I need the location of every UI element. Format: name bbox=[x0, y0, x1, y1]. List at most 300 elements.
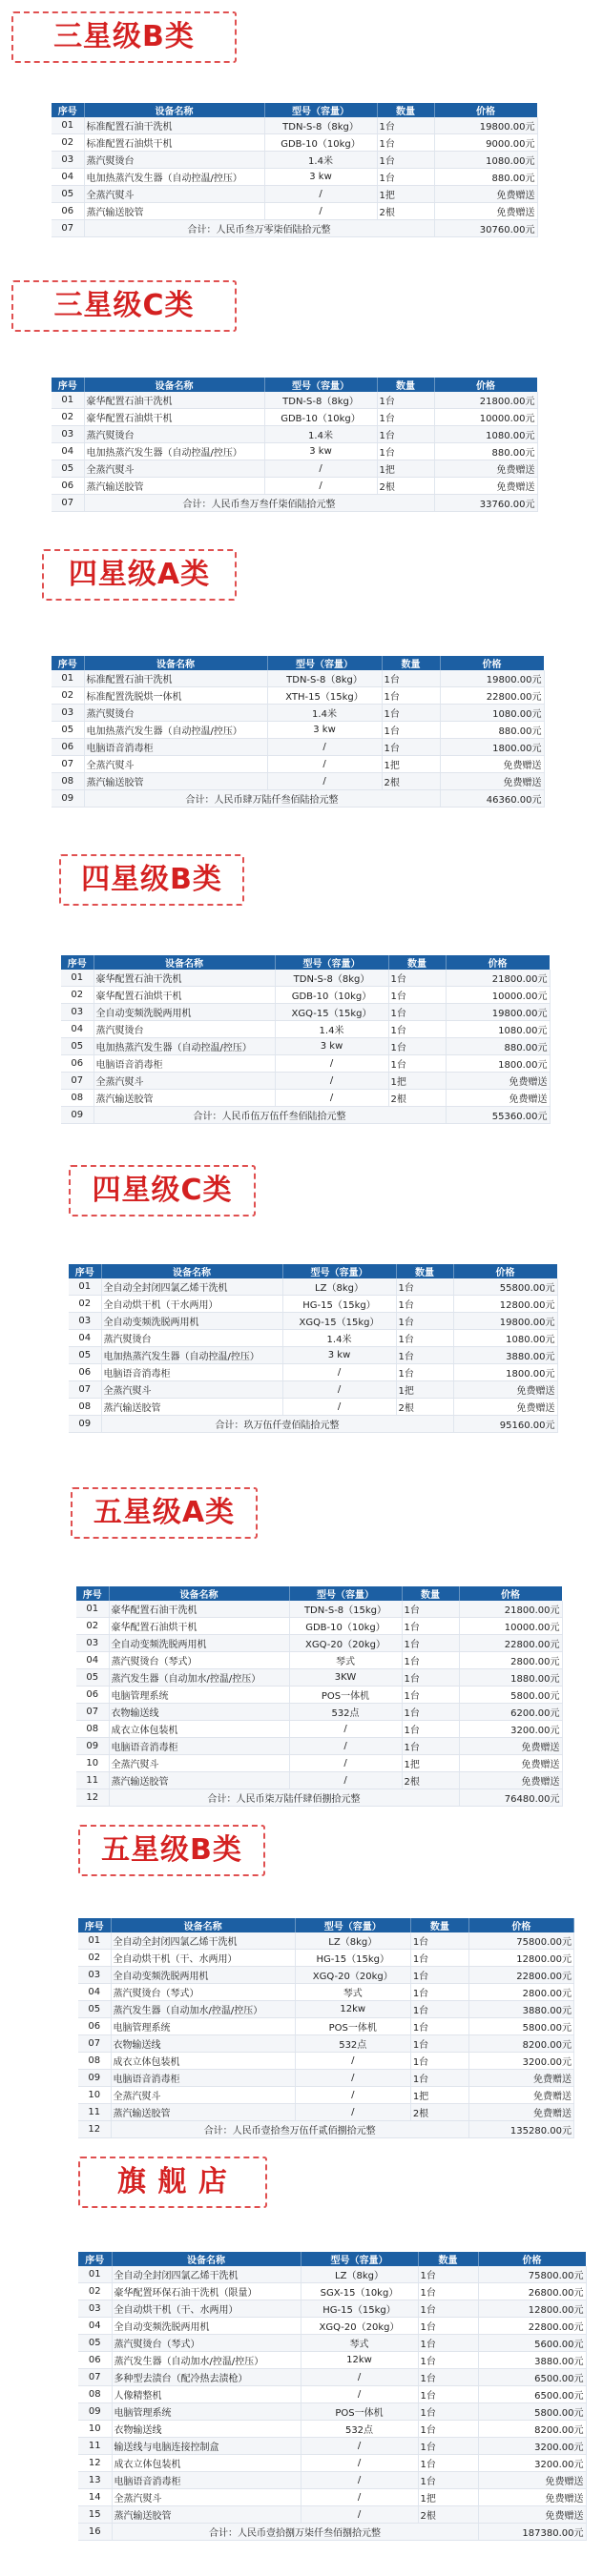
row-number: 08 bbox=[76, 1721, 109, 1738]
equipment-name: 蒸汽熨烫台 bbox=[84, 426, 264, 443]
model-capacity: SGX-15（10kg） bbox=[301, 2283, 418, 2300]
total-row bbox=[61, 1107, 550, 1124]
price: 2800.00元 bbox=[459, 1652, 562, 1669]
table-row bbox=[52, 756, 544, 773]
model-capacity: 琴式 bbox=[289, 1652, 402, 1669]
price: 9000.00元 bbox=[434, 134, 537, 152]
model-capacity: POS一体机 bbox=[295, 2018, 410, 2035]
equipment-name: 全自动烘干机（干水两用） bbox=[101, 1296, 282, 1313]
total-row bbox=[52, 790, 544, 808]
table-row bbox=[78, 1984, 574, 2001]
row-number: 09 bbox=[61, 1107, 94, 1124]
equipment-name: 全蒸汽熨斗 bbox=[111, 2087, 295, 2104]
column-header: 价格 bbox=[453, 1264, 557, 1278]
equipment-name: 标准配置石油烘干机 bbox=[84, 134, 264, 152]
quantity: 1台 bbox=[410, 2070, 468, 2087]
equipment-name: 蒸汽发生器（自动加水/控温/控压） bbox=[109, 1669, 289, 1687]
price: 免费赠送 bbox=[453, 1381, 557, 1399]
equipment-name: 豪华配置环保石油干洗机（限量） bbox=[112, 2283, 301, 2300]
column-header: 数量 bbox=[377, 378, 434, 392]
table-row bbox=[52, 203, 537, 220]
row-number: 06 bbox=[69, 1364, 101, 1381]
quantity: 1台 bbox=[382, 722, 440, 739]
row-number: 03 bbox=[52, 705, 84, 722]
row-number: 16 bbox=[78, 2524, 112, 2541]
table-row bbox=[52, 409, 537, 426]
column-header: 序号 bbox=[61, 955, 94, 970]
row-number: 01 bbox=[61, 970, 94, 987]
quantity: 1台 bbox=[388, 987, 446, 1004]
price-table bbox=[52, 656, 545, 808]
column-header: 设备名称 bbox=[112, 2252, 301, 2266]
column-header: 序号 bbox=[52, 656, 84, 670]
equipment-name: 电脑语音消毒柜 bbox=[111, 2070, 295, 2087]
table-row bbox=[69, 1399, 557, 1416]
model-capacity: / bbox=[301, 2438, 418, 2455]
price: 75800.00元 bbox=[468, 1932, 573, 1950]
equipment-name: 蒸汽熨烫台（琴式） bbox=[111, 1984, 295, 2001]
column-header: 设备名称 bbox=[111, 1918, 295, 1932]
model-capacity: 3KW bbox=[289, 1669, 402, 1687]
row-number: 06 bbox=[52, 739, 84, 756]
quantity: 1台 bbox=[396, 1313, 453, 1330]
table-row bbox=[78, 2386, 586, 2403]
quantity: 1台 bbox=[402, 1738, 459, 1755]
table-header-row bbox=[76, 1586, 562, 1601]
model-capacity: 琴式 bbox=[295, 1984, 410, 2001]
row-number: 04 bbox=[69, 1330, 101, 1347]
price: 3200.00元 bbox=[478, 2438, 586, 2455]
price: 19800.00元 bbox=[434, 117, 537, 134]
equipment-name: 电加热蒸汽发生器（自动控温/控压） bbox=[101, 1347, 282, 1364]
row-number: 10 bbox=[78, 2087, 111, 2104]
section-title-banner: 五星级A类 bbox=[71, 1487, 258, 1539]
table-row bbox=[78, 1950, 574, 1967]
row-number: 10 bbox=[78, 2421, 112, 2438]
model-capacity: / bbox=[301, 2506, 418, 2524]
total-label: 合计：人民币柒万陆仟肆佰捌拾元整 bbox=[109, 1789, 459, 1807]
total-label: 合计：人民币叁万零柒佰陆拾元整 bbox=[84, 220, 434, 237]
price: 3880.00元 bbox=[453, 1347, 557, 1364]
table-row bbox=[61, 1055, 550, 1073]
price-table bbox=[61, 955, 551, 1124]
quantity: 1台 bbox=[410, 1984, 468, 2001]
row-number: 02 bbox=[78, 1950, 111, 1967]
column-header: 价格 bbox=[446, 955, 550, 970]
price: 免费赠送 bbox=[440, 773, 544, 790]
row-number: 07 bbox=[61, 1073, 94, 1090]
equipment-name: 电脑管理系统 bbox=[112, 2403, 301, 2421]
equipment-name: 成衣立体包装机 bbox=[111, 2053, 295, 2070]
equipment-name: 人像精整机 bbox=[112, 2386, 301, 2403]
quantity: 1台 bbox=[377, 409, 434, 426]
table-row bbox=[78, 2489, 586, 2506]
section-title-banner: 四星级A类 bbox=[42, 549, 237, 601]
price: 12800.00元 bbox=[478, 2300, 586, 2318]
row-number: 06 bbox=[76, 1687, 109, 1704]
price: 10000.00元 bbox=[446, 987, 550, 1004]
model-capacity: 3 kw bbox=[267, 722, 382, 739]
column-header: 价格 bbox=[478, 2252, 586, 2266]
price: 1080.00元 bbox=[440, 705, 544, 722]
equipment-name: 全自动变频洗脱两用机 bbox=[111, 1967, 295, 1984]
table-row bbox=[78, 2266, 586, 2283]
row-number: 05 bbox=[76, 1669, 109, 1687]
column-header: 价格 bbox=[468, 1918, 573, 1932]
row-number: 04 bbox=[78, 1984, 111, 2001]
equipment-name: 蒸汽输送胶管 bbox=[112, 2506, 301, 2524]
table-header-row bbox=[52, 378, 537, 392]
row-number: 03 bbox=[52, 152, 84, 169]
column-header: 数量 bbox=[382, 656, 440, 670]
equipment-name: 全蒸汽熨斗 bbox=[112, 2489, 301, 2506]
quantity: 1把 bbox=[377, 460, 434, 478]
quantity: 2根 bbox=[382, 773, 440, 790]
model-capacity: TDN-S-8（8kg） bbox=[275, 970, 388, 987]
equipment-name: 电加热蒸汽发生器（自动控温/控压） bbox=[84, 443, 264, 460]
quantity: 1台 bbox=[388, 1055, 446, 1073]
price: 19800.00元 bbox=[446, 1004, 550, 1021]
price: 免费赠送 bbox=[459, 1772, 562, 1789]
price: 26800.00元 bbox=[478, 2283, 586, 2300]
row-number: 09 bbox=[78, 2403, 112, 2421]
table-row bbox=[61, 987, 550, 1004]
model-capacity: 532点 bbox=[295, 2035, 410, 2053]
table-row bbox=[78, 2104, 574, 2121]
row-number: 05 bbox=[52, 460, 84, 478]
model-capacity: TDN-S-8（8kg） bbox=[264, 392, 377, 409]
table-row bbox=[52, 443, 537, 460]
column-header: 设备名称 bbox=[84, 103, 264, 117]
price: 22800.00元 bbox=[440, 687, 544, 705]
column-header: 数量 bbox=[388, 955, 446, 970]
row-number: 12 bbox=[78, 2455, 112, 2472]
table-row bbox=[76, 1635, 562, 1652]
equipment-name: 多种型去渍台（配冷热去渍枪） bbox=[112, 2369, 301, 2386]
price: 1800.00元 bbox=[440, 739, 544, 756]
table-row bbox=[78, 2369, 586, 2386]
row-number: 04 bbox=[61, 1021, 94, 1038]
price: 1080.00元 bbox=[453, 1330, 557, 1347]
equipment-name: 蒸汽输送胶管 bbox=[111, 2104, 295, 2121]
quantity: 2根 bbox=[396, 1399, 453, 1416]
quantity: 1台 bbox=[377, 443, 434, 460]
total-label: 合计：玖万伍仟壹佰陆拾元整 bbox=[101, 1416, 453, 1433]
quantity: 1台 bbox=[402, 1635, 459, 1652]
price: 5600.00元 bbox=[478, 2335, 586, 2352]
table-row bbox=[78, 2300, 586, 2318]
equipment-name: 全自动变频洗脱两用机 bbox=[109, 1635, 289, 1652]
price: 免费赠送 bbox=[453, 1399, 557, 1416]
total-row bbox=[52, 220, 537, 237]
price: 3200.00元 bbox=[468, 2053, 573, 2070]
price: 3200.00元 bbox=[459, 1721, 562, 1738]
section-title-banner: 四星级B类 bbox=[59, 854, 244, 906]
quantity: 1把 bbox=[377, 186, 434, 203]
equipment-name: 全自动变频洗脱两用机 bbox=[94, 1004, 275, 1021]
table-header-row bbox=[78, 2252, 586, 2266]
table-row bbox=[78, 2438, 586, 2455]
table-header-row bbox=[52, 656, 544, 670]
equipment-name: 电脑管理系统 bbox=[111, 2018, 295, 2035]
table-row bbox=[52, 687, 544, 705]
table-row bbox=[76, 1618, 562, 1635]
column-header: 型号（容量） bbox=[295, 1918, 410, 1932]
quantity: 1台 bbox=[402, 1687, 459, 1704]
table-row bbox=[52, 478, 537, 495]
table-row bbox=[76, 1601, 562, 1618]
table-row bbox=[78, 2018, 574, 2035]
equipment-name: 豪华配置石油烘干机 bbox=[109, 1618, 289, 1635]
table-row bbox=[78, 2403, 586, 2421]
table-row bbox=[52, 392, 537, 409]
model-capacity: 1.4米 bbox=[275, 1021, 388, 1038]
model-capacity: GDB-10（10kg） bbox=[264, 409, 377, 426]
row-number: 01 bbox=[52, 117, 84, 134]
row-number: 04 bbox=[52, 169, 84, 186]
row-number: 09 bbox=[76, 1738, 109, 1755]
row-number: 11 bbox=[78, 2104, 111, 2121]
column-header: 型号（容量） bbox=[301, 2252, 418, 2266]
price: 880.00元 bbox=[446, 1038, 550, 1055]
quantity: 1把 bbox=[418, 2489, 478, 2506]
price: 免费赠送 bbox=[468, 2087, 573, 2104]
price: 75800.00元 bbox=[478, 2266, 586, 2283]
row-number: 07 bbox=[52, 220, 84, 237]
model-capacity: 3 kw bbox=[282, 1347, 396, 1364]
total-price: 95160.00元 bbox=[453, 1416, 557, 1433]
table-row bbox=[76, 1704, 562, 1721]
column-header: 序号 bbox=[76, 1586, 109, 1601]
column-header: 型号（容量） bbox=[264, 378, 377, 392]
row-number: 08 bbox=[52, 773, 84, 790]
model-capacity: LZ（8kg） bbox=[295, 1932, 410, 1950]
quantity: 1台 bbox=[402, 1601, 459, 1618]
column-header: 序号 bbox=[78, 1918, 111, 1932]
row-number: 10 bbox=[76, 1755, 109, 1772]
table-row bbox=[61, 1090, 550, 1107]
table-row bbox=[76, 1669, 562, 1687]
model-capacity: HG-15（15kg） bbox=[295, 1950, 410, 1967]
model-capacity: / bbox=[275, 1090, 388, 1107]
quantity: 1台 bbox=[396, 1364, 453, 1381]
price: 免费赠送 bbox=[478, 2506, 586, 2524]
equipment-name: 全自动变频洗脱两用机 bbox=[101, 1313, 282, 1330]
row-number: 05 bbox=[78, 2335, 112, 2352]
total-price: 76480.00元 bbox=[459, 1789, 562, 1807]
column-header: 设备名称 bbox=[101, 1264, 282, 1278]
model-capacity: / bbox=[295, 2104, 410, 2121]
model-capacity: / bbox=[264, 186, 377, 203]
total-price: 55360.00元 bbox=[446, 1107, 550, 1124]
row-number: 15 bbox=[78, 2506, 112, 2524]
model-capacity: TDN-S-8（15kg） bbox=[289, 1601, 402, 1618]
row-number: 02 bbox=[69, 1296, 101, 1313]
column-header: 数量 bbox=[402, 1586, 459, 1601]
row-number: 07 bbox=[52, 495, 84, 512]
quantity: 1台 bbox=[418, 2438, 478, 2455]
model-capacity: 532点 bbox=[301, 2421, 418, 2438]
equipment-name: 全自动全封闭四氯乙烯干洗机 bbox=[111, 1932, 295, 1950]
quantity: 1台 bbox=[418, 2472, 478, 2489]
quantity: 2根 bbox=[418, 2506, 478, 2524]
model-capacity: GDB-10（10kg） bbox=[289, 1618, 402, 1635]
price: 免费赠送 bbox=[446, 1090, 550, 1107]
price: 1080.00元 bbox=[434, 152, 537, 169]
model-capacity: / bbox=[289, 1772, 402, 1789]
column-header: 型号（容量） bbox=[267, 656, 382, 670]
equipment-name: 全蒸汽熨斗 bbox=[94, 1073, 275, 1090]
equipment-name: 全自动全封闭四氯乙烯干洗机 bbox=[112, 2266, 301, 2283]
model-capacity: / bbox=[301, 2369, 418, 2386]
quantity: 1台 bbox=[418, 2369, 478, 2386]
quantity: 1台 bbox=[418, 2386, 478, 2403]
equipment-name: 蒸汽熨烫台 bbox=[84, 152, 264, 169]
row-number: 09 bbox=[78, 2070, 111, 2087]
table-row bbox=[78, 1932, 574, 1950]
quantity: 2根 bbox=[402, 1772, 459, 1789]
equipment-name: 成衣立体包装机 bbox=[112, 2455, 301, 2472]
row-number: 02 bbox=[78, 2283, 112, 2300]
model-capacity: / bbox=[267, 739, 382, 756]
column-header: 数量 bbox=[418, 2252, 478, 2266]
total-price: 33760.00元 bbox=[434, 495, 537, 512]
table-row bbox=[76, 1652, 562, 1669]
quantity: 1台 bbox=[388, 1021, 446, 1038]
total-row bbox=[69, 1416, 557, 1433]
price: 880.00元 bbox=[434, 169, 537, 186]
quantity: 1台 bbox=[402, 1618, 459, 1635]
equipment-name: 电脑语音消毒柜 bbox=[94, 1055, 275, 1073]
table-row bbox=[69, 1296, 557, 1313]
table-row bbox=[61, 1073, 550, 1090]
total-label: 合计：人民币壹拾捌万柒仟叁佰捌拾元整 bbox=[112, 2524, 478, 2541]
row-number: 09 bbox=[52, 790, 84, 808]
model-capacity: POS一体机 bbox=[289, 1687, 402, 1704]
price: 1800.00元 bbox=[446, 1055, 550, 1073]
model-capacity: 3 kw bbox=[275, 1038, 388, 1055]
price: 22800.00元 bbox=[478, 2318, 586, 2335]
model-capacity: XGQ-20（20kg） bbox=[289, 1635, 402, 1652]
equipment-name: 衣物输送线 bbox=[111, 2035, 295, 2053]
model-capacity: TDN-S-8（8kg） bbox=[267, 670, 382, 687]
equipment-name: 衣物输送线 bbox=[112, 2421, 301, 2438]
price: 5800.00元 bbox=[478, 2403, 586, 2421]
quantity: 1台 bbox=[402, 1721, 459, 1738]
quantity: 1台 bbox=[396, 1296, 453, 1313]
equipment-name: 电脑管理系统 bbox=[109, 1687, 289, 1704]
model-capacity: XGQ-15（15kg） bbox=[275, 1004, 388, 1021]
row-number: 01 bbox=[78, 1932, 111, 1950]
model-capacity: POS一体机 bbox=[301, 2403, 418, 2421]
column-header: 设备名称 bbox=[84, 656, 267, 670]
column-header: 序号 bbox=[69, 1264, 101, 1278]
quantity: 1台 bbox=[402, 1704, 459, 1721]
row-number: 07 bbox=[76, 1704, 109, 1721]
row-number: 07 bbox=[78, 2035, 111, 2053]
row-number: 06 bbox=[78, 2352, 112, 2369]
column-header: 数量 bbox=[410, 1918, 468, 1932]
equipment-name: 蒸汽输送胶管 bbox=[84, 478, 264, 495]
model-capacity: / bbox=[295, 2053, 410, 2070]
quantity: 1台 bbox=[418, 2455, 478, 2472]
row-number: 06 bbox=[61, 1055, 94, 1073]
row-number: 12 bbox=[78, 2121, 111, 2138]
table-row bbox=[78, 2318, 586, 2335]
column-header: 价格 bbox=[434, 378, 537, 392]
price: 5800.00元 bbox=[468, 2018, 573, 2035]
table-row bbox=[61, 1038, 550, 1055]
table-row bbox=[52, 426, 537, 443]
equipment-name: 全自动全封闭四氯乙烯干洗机 bbox=[101, 1278, 282, 1296]
table-row bbox=[78, 2035, 574, 2053]
row-number: 02 bbox=[52, 134, 84, 152]
price: 3200.00元 bbox=[478, 2455, 586, 2472]
column-header: 型号（容量） bbox=[264, 103, 377, 117]
table-row bbox=[76, 1721, 562, 1738]
model-capacity: / bbox=[267, 773, 382, 790]
total-price: 187380.00元 bbox=[478, 2524, 586, 2541]
row-number: 02 bbox=[52, 687, 84, 705]
model-capacity: / bbox=[301, 2386, 418, 2403]
quantity: 1台 bbox=[418, 2283, 478, 2300]
table-row bbox=[78, 2001, 574, 2018]
quantity: 1台 bbox=[418, 2300, 478, 2318]
model-capacity: / bbox=[295, 2087, 410, 2104]
price: 免费赠送 bbox=[468, 2070, 573, 2087]
model-capacity: LZ（8kg） bbox=[301, 2266, 418, 2283]
model-capacity: 1.4米 bbox=[264, 152, 377, 169]
column-header: 序号 bbox=[78, 2252, 112, 2266]
row-number: 07 bbox=[52, 756, 84, 773]
equipment-name: 蒸汽熨烫台 bbox=[84, 705, 267, 722]
price: 免费赠送 bbox=[434, 478, 537, 495]
row-number: 03 bbox=[61, 1004, 94, 1021]
model-capacity: 3 kw bbox=[264, 169, 377, 186]
row-number: 09 bbox=[69, 1416, 101, 1433]
section-title-banner: 四星级C类 bbox=[69, 1165, 256, 1216]
equipment-name: 蒸汽输送胶管 bbox=[84, 203, 264, 220]
table-row bbox=[52, 169, 537, 186]
model-capacity: / bbox=[275, 1073, 388, 1090]
row-number: 01 bbox=[52, 392, 84, 409]
column-header: 价格 bbox=[434, 103, 537, 117]
table-row bbox=[78, 2472, 586, 2489]
quantity: 2根 bbox=[388, 1090, 446, 1107]
column-header: 型号（容量） bbox=[289, 1586, 402, 1601]
equipment-name: 电加热蒸汽发生器（自动控温/控压） bbox=[84, 722, 267, 739]
equipment-name: 蒸汽熨烫台（琴式） bbox=[109, 1652, 289, 1669]
price-table bbox=[76, 1586, 563, 1807]
table-row bbox=[61, 970, 550, 987]
model-capacity: / bbox=[264, 478, 377, 495]
price: 5800.00元 bbox=[459, 1687, 562, 1704]
model-capacity: LZ（8kg） bbox=[282, 1278, 396, 1296]
price: 22800.00元 bbox=[468, 1967, 573, 1984]
equipment-name: 蒸汽熨烫台 bbox=[101, 1330, 282, 1347]
row-number: 03 bbox=[78, 1967, 111, 1984]
price: 免费赠送 bbox=[434, 203, 537, 220]
column-header: 数量 bbox=[396, 1264, 453, 1278]
column-header: 设备名称 bbox=[94, 955, 275, 970]
price: 免费赠送 bbox=[478, 2472, 586, 2489]
table-row bbox=[78, 2283, 586, 2300]
model-capacity: / bbox=[264, 460, 377, 478]
quantity: 1台 bbox=[377, 152, 434, 169]
price: 3880.00元 bbox=[468, 2001, 573, 2018]
row-number: 06 bbox=[78, 2018, 111, 2035]
equipment-name: 电脑语音消毒柜 bbox=[109, 1738, 289, 1755]
